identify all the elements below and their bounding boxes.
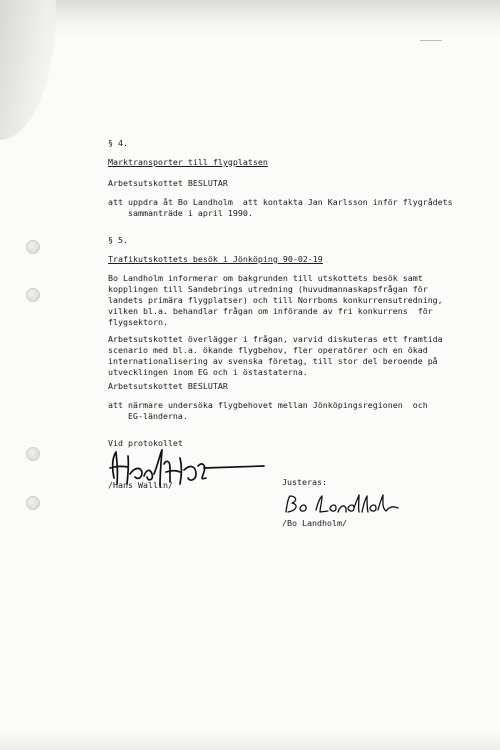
section-5-title: Trafikutskottets besök i Jönköping 90-02-19 (108, 254, 323, 264)
page-corner-curl (0, 0, 56, 140)
section-5-paragraph-line: vilken bl.a. behandlar frågan om införande av fri konkurrens för (108, 306, 433, 316)
section-5-paragraph-line: kopplingen till Sandebrings utredning (huvudmannaskapsfrågan för (108, 284, 428, 294)
page-top-shadow (0, 0, 500, 40)
punch-hole (26, 496, 40, 510)
section-5-paragraph-line: internationalisering av svenska företag, till stor del beroende på (108, 356, 438, 366)
adjuster-label: Justeras: (282, 477, 327, 487)
section-5-paragraph-line: Arbetsutskottet överlägger i frågan, varvid diskuteras ett framtida (108, 334, 443, 344)
page-bottom-shadow (0, 732, 500, 750)
edge-mark (420, 40, 442, 41)
punch-hole (26, 240, 40, 254)
section-5-paragraph-line: scenario med bl.a. ökande flygbehov, fler operatörer och en ökad (108, 345, 428, 355)
section-4-heading: § 4. (108, 138, 128, 148)
section-4-decision-label: Arbetsutskottet BESLUTAR (108, 178, 228, 188)
section-5-paragraph-line: Bo Landholm informerar om bakgrunden till utskottets besök samt (108, 273, 423, 283)
section-4-title: Marktransporter till flygplatsen (108, 157, 268, 167)
secretary-name: /Hans Wallin/ (108, 480, 173, 490)
section-5-paragraph-line: flygsektorn. (108, 317, 168, 327)
section-5-decision-line: EG-länderna. (108, 411, 188, 421)
protocol-label: Vid protokollet (108, 438, 183, 448)
section-5-paragraph-line: landets primära flygplatser) och till Norrboms konkurrensutredning, (108, 295, 443, 305)
section-4-decision-line: att uppdra åt Bo Landholm att kontakta Jan Karlsson inför flygrådets (108, 197, 453, 207)
section-5-paragraph-line: utvecklingen inom EG och i östastaterna. (108, 367, 308, 377)
section-5-decision-label: Arbetsutskottet BESLUTAR (108, 381, 228, 391)
punch-hole (26, 288, 40, 302)
section-5-heading: § 5. (108, 235, 128, 245)
punch-hole (26, 447, 40, 461)
section-4-decision-line: sammanträde i april 1990. (108, 208, 253, 218)
adjuster-name: /Bo Landholm/ (282, 518, 347, 528)
section-5-decision-line: att närmare undersöka flygbehovet mellan Jönköpingsregionen och (108, 400, 428, 410)
bo-landholm-signature (282, 492, 412, 518)
